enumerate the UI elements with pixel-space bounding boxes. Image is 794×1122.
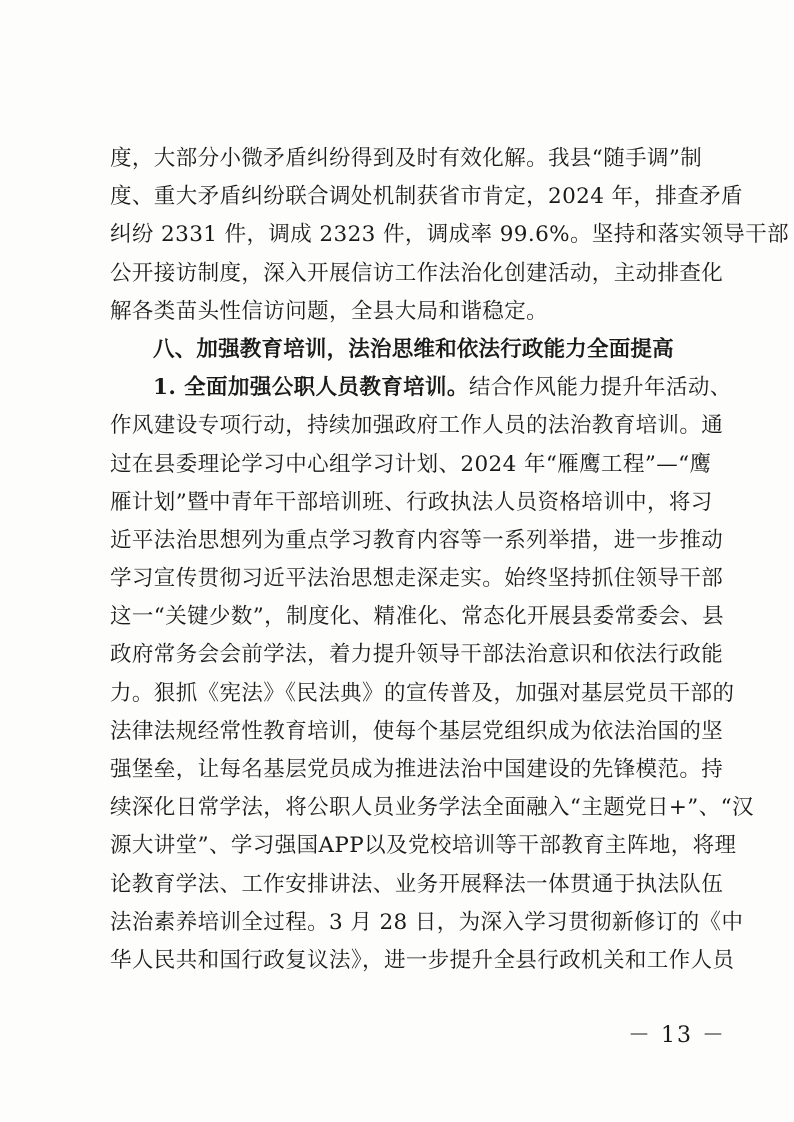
text-line: 近平法治思想列为重点学习教育内容等一系列举措，进一步推动 [110,527,724,553]
paragraph-education-training [110,369,754,980]
text-line: 法律法规经常性教育培训，使每个基层党组织成为依法治国的坚 [110,718,724,744]
section-heading: 八、加强教育培训，法治思维和依法行政能力全面提高 [153,336,674,362]
text-line: 解各类苗头性信访问题，全县大局和谐稳定。 [110,298,549,324]
text-line: 论教育学法、工作安排讲法、业务开展释法一体贯通于执法队伍 [110,871,724,897]
text-line: 强堡垒，让每名基层党员成为推进法治中国建设的先锋模范。持 [110,757,724,782]
text-line: 学习宣传贯彻习近平法治思想走深走实。始终坚持抓住领导干部 [110,566,724,592]
text-line: 政府常务会会前学法，着力提升领导干部法治意识和依法行政能 [110,642,724,668]
document-body [110,140,790,980]
text-line: 续深化日常学法，将公职人员业务学法全面融入“主题党日+”、“汉 [110,795,754,821]
text-line: 这一“关键少数”，制度化、精准化、常态化开展县委常委会、县 [110,604,725,630]
text-line: 源大讲堂”、学习强国APP以及党校培训等干部教育主阵地，将理 [110,833,737,859]
text-line-first [110,369,732,407]
text-line: 纠纷 2331 件，调成 2323 件，调成率 99.6%。坚持和落实领导干部 [110,222,790,248]
text-line: 度，大部分小微矛盾纠纷得到及时有效化解。我县“随手调”制 [110,146,703,171]
text-line: 华人民共和国行政复议法》，进一步提升全县行政机关和工作人员 [110,947,735,973]
text-line: 作风建设专项行动，持续加强政府工作人员的法治教育培训。通 [110,413,724,439]
text-line: 力。狠抓《宪法》《民法典》的宣传普及，加强对基层党员干部的 [110,680,735,706]
text-line: 度、重大矛盾纠纷联合调处机制获省市肯定，2024 年，排查矛盾 [110,184,743,210]
text-line: 法治素养培训全过程。3 月 28 日，为深入学习贯彻新修订的《中 [110,909,744,935]
text-line: 雁计划”暨中青年干部培训班、行政执法人员资格培训中，将习 [110,489,713,515]
text-line: 公开接访制度，深入开展信访工作法治化创建活动，主动排查化 [110,260,724,286]
paragraph-mediation [110,140,790,331]
page-number: － 13 － [628,1023,726,1048]
text-line: 过在县委理论学习中心组学习计划、2024 年“雁鹰工程”—“鹰 [110,451,712,477]
subsection-title: 1. 全面加强公职人员教育培训。 [153,375,469,401]
text-line-rest: 结合作风能力提升年活动、 [468,375,732,401]
